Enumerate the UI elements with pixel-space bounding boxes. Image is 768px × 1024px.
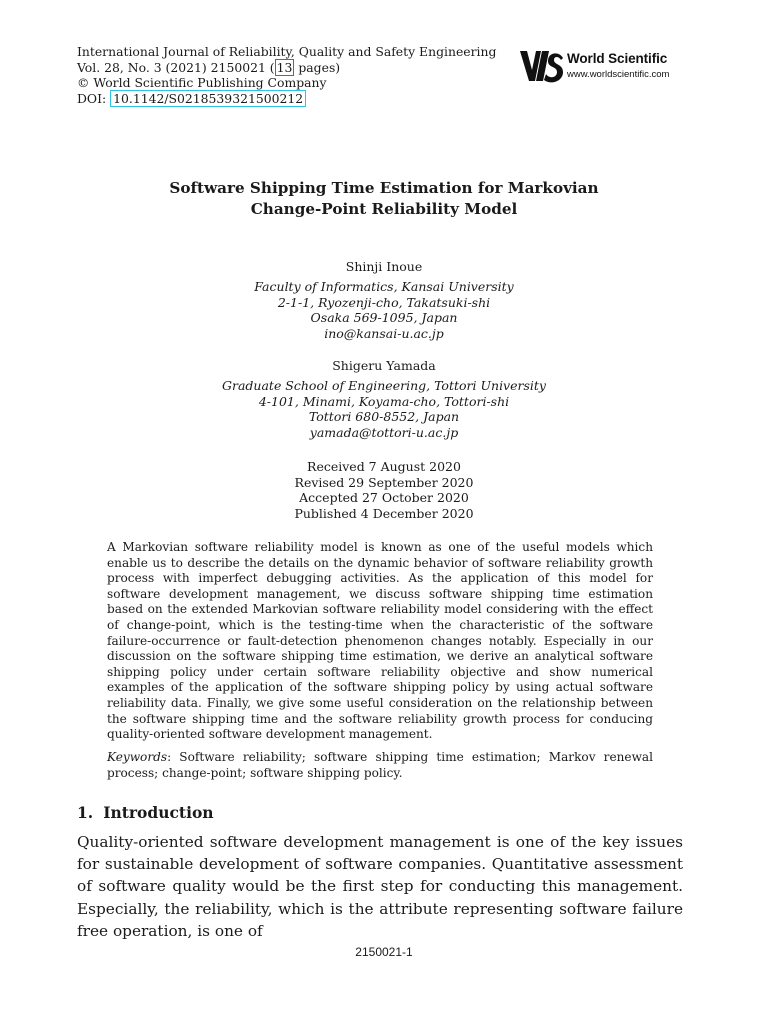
journal-header <box>77 44 507 106</box>
received-date: Received 7 August 2020 <box>307 459 461 474</box>
author-name: Shinji Inoue <box>345 259 423 274</box>
title-line-1: Software Shipping Time Estimation for Markovian <box>169 179 599 197</box>
volume-prefix: Vol. 28, No. 3 (2021) 2150021 ( <box>77 59 275 75</box>
affiliation-line: 2-1-1, Ryozenji-cho, Takatsuki-shi <box>277 294 491 310</box>
section-heading <box>77 803 214 822</box>
publisher-url[interactable]: www.worldscientific.com <box>567 69 670 80</box>
revised-date: Revised 29 September 2020 <box>294 474 474 490</box>
affiliation-line: Graduate School of Engineering, Tottori University <box>222 378 546 393</box>
section-title: Introduction <box>103 803 214 822</box>
author-affiliation <box>0 279 768 341</box>
title-line-2: Change-Point Reliability Model <box>250 200 518 218</box>
accepted-date: Accepted 27 October 2020 <box>299 490 469 506</box>
affiliation-line: Tottori 680-8552, Japan <box>308 409 460 425</box>
abstract <box>107 540 653 743</box>
affiliation-line: Osaka 569-1095, Japan <box>310 310 458 326</box>
copyright-notice: © World Scientific Publishing Company <box>77 75 327 91</box>
publisher-name: World Scientific <box>567 51 668 66</box>
section-number: 1. <box>77 803 94 822</box>
author-email[interactable]: yamada@tottori-u.ac.jp <box>309 424 459 440</box>
page-footer: 2150021-1 <box>355 945 413 959</box>
publication-dates <box>0 459 768 521</box>
paper-title <box>0 178 768 220</box>
affiliation-line: Faculty of Informatics, Kansai University <box>254 279 514 294</box>
keywords-label: Keywords <box>107 750 168 764</box>
doi-label: DOI: <box>77 90 111 106</box>
volume-suffix: pages) <box>294 59 341 75</box>
world-scientific-logo-icon <box>519 48 565 84</box>
volume-info <box>77 60 507 76</box>
body-text <box>77 831 683 942</box>
publisher-logo <box>519 48 689 84</box>
author-email[interactable]: ino@kansai-u.ac.jp <box>324 325 444 341</box>
doi-line <box>77 91 507 107</box>
keywords <box>107 749 653 781</box>
author-affiliation <box>0 378 768 440</box>
published-date: Published 4 December 2020 <box>294 505 474 521</box>
page-count-link[interactable]: 13 <box>276 59 293 75</box>
abstract-text: A Markovian software reliability model is known as one of the useful models which enable us to describe the details on the dynamic behavior of software reliability growth process with imperfect debugging activities. As the application of this model for software development management, we discuss software shipping time estimation based on the extended Markovian software reliability model considering with the effect of change-point, which is the testing-time when the characteristic of the software failure-occurrence or fault-detection phenomenon changes notably. Especially in our discussion on the software shipping time estimation, we derive an analytical software shipping policy under certain software reliability objective and show numerical examples of the application of the software shipping policy by using actual software reliability data. Finally, we give some useful consideration on the relationship between the software shipping time and the software reliability growth process for conducing quality-oriented software development management. <box>107 540 653 742</box>
keywords-text: : Software reliability; software shipping time estimation; Markov renewal process; change-point; software shipping policy. <box>107 750 653 780</box>
author-name: Shigeru Yamada <box>332 358 436 373</box>
doi-link[interactable]: 10.1142/S0218539321500212 <box>110 90 306 107</box>
affiliation-line: 4-101, Minami, Koyama-cho, Tottori-shi <box>258 393 510 409</box>
body-paragraph: Quality-oriented software development management is one of the key issues for sustainable development of software companies. Quantitative assessment of software quality would be the first step for conducting this management. Especially, the reliability, which is the attribute representing software failure free operation, is one of <box>77 833 683 940</box>
journal-name: International Journal of Reliability, Quality and Safety Engineering <box>77 44 497 59</box>
